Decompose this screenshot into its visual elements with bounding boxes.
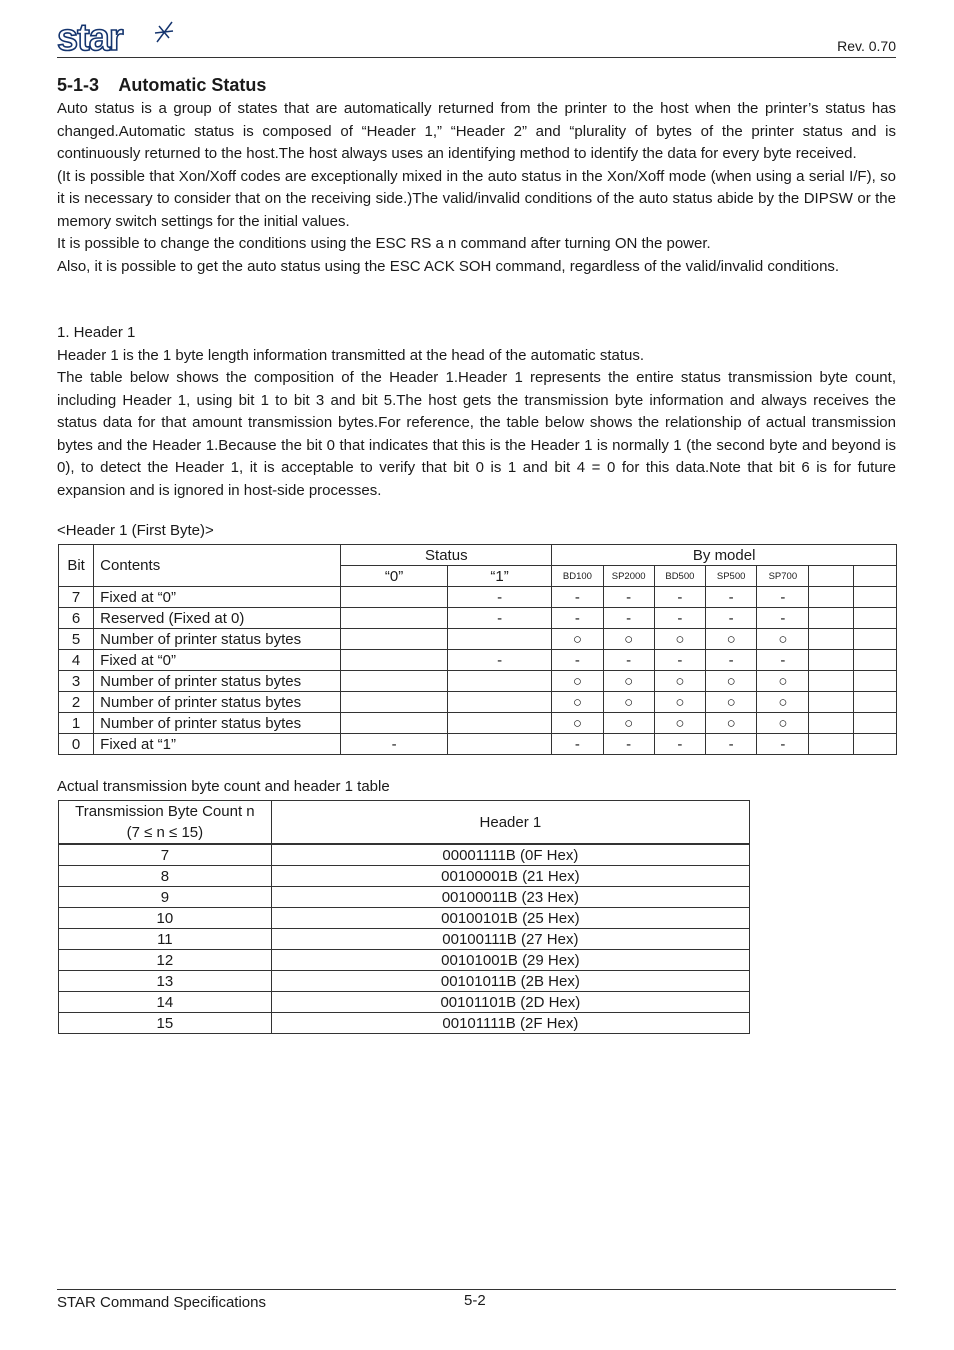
paragraph: It is possible to change the conditions using the ESC RS a n command after turning ON the power. (57, 235, 711, 252)
model-cell (809, 734, 853, 755)
table-row (59, 692, 897, 713)
header1-value-cell: 00001111B (0F Hex) (271, 844, 749, 866)
col-header-model: SP500 (706, 566, 757, 587)
status-0-cell (341, 629, 448, 650)
model-cell (809, 608, 853, 629)
model-cell: ○ (552, 629, 603, 650)
table-row (59, 608, 897, 629)
header1-value-cell: 00101011B (2B Hex) (271, 971, 749, 992)
model-cell: ○ (757, 692, 809, 713)
table-row (59, 650, 897, 671)
table-row (59, 929, 750, 950)
model-cell: ○ (654, 671, 705, 692)
status-0-cell (341, 587, 448, 608)
col-header-header1: Header 1 (271, 801, 749, 845)
bit-cell: 0 (59, 734, 94, 755)
contents-cell: Fixed at “1” (94, 734, 341, 755)
status-0-cell (341, 671, 448, 692)
status-1-cell (447, 671, 551, 692)
status-0-cell (341, 692, 448, 713)
col-header-byte-count-line1: Transmission Byte Count n (75, 803, 255, 820)
status-1-cell: - (447, 650, 551, 671)
model-cell: - (552, 608, 603, 629)
header1-value-cell: 00100111B (27 Hex) (271, 929, 749, 950)
status-1-cell (447, 734, 551, 755)
section-title: Automatic Status (118, 75, 267, 95)
status-0-cell (341, 650, 448, 671)
model-cell: ○ (706, 671, 757, 692)
header1-value-cell: 00100001B (21 Hex) (271, 866, 749, 887)
status-0-cell (341, 608, 448, 629)
model-cell (809, 587, 853, 608)
bit-cell: 4 (59, 650, 94, 671)
model-cell: ○ (654, 629, 705, 650)
paragraph: Also, it is possible to get the auto status using the ESC ACK SOH command, regardless of the valid/invalid conditions. (57, 257, 840, 275)
model-cell (809, 713, 853, 734)
paragraph: The table below shows the composition of the Header 1.Header 1 represents the entire status transmission byte count, including Header 1, using bit 1 to bit 3 and bit 5.The host gets the transmission byte information and always receives the status data for that amount transmission bytes.For reference, the table below shows the relationship of actual transmission bytes and the Header 1.Because the bit 0 that indicates that this is the Header 1 is normally 1 (the second byte and beyond is 0), to detect the Header 1, it is acceptable to verify that bit 0 is 1 and bit 4 = 0 for this data.Note that bit 6 is for future expansion and is ignored in host-side processes. (57, 369, 896, 499)
contents-cell: Number of printer status bytes (94, 713, 341, 734)
bit-cell: 7 (59, 587, 94, 608)
model-cell: - (552, 587, 603, 608)
model-cell: - (654, 587, 705, 608)
byte-count-cell: 11 (59, 929, 272, 950)
status-1-cell (447, 629, 551, 650)
bit-cell: 5 (59, 629, 94, 650)
model-cell: - (706, 734, 757, 755)
model-cell: - (757, 608, 809, 629)
col-header-model: SP2000 (603, 566, 654, 587)
col-header-status-0: “0” (341, 566, 448, 587)
model-cell (809, 671, 853, 692)
model-cell: - (603, 734, 654, 755)
col-header-by-model: By model (552, 545, 897, 566)
byte-count-cell: 12 (59, 950, 272, 971)
table-row (59, 629, 897, 650)
model-cell: ○ (706, 629, 757, 650)
byte-count-cell: 13 (59, 971, 272, 992)
col-header-model (853, 566, 896, 587)
model-cell: ○ (706, 692, 757, 713)
contents-cell: Number of printer status bytes (94, 629, 341, 650)
model-cell (853, 650, 896, 671)
svg-text:star: star (57, 20, 123, 56)
contents-cell: Number of printer status bytes (94, 692, 341, 713)
paragraph: (It is possible that Xon/Xoff codes are exceptionally mixed in the auto status in the Xon/Xoff mode (when using a serial I/F), so it is necessary to consider that on the receiving side.)The valid/invalid conditions of the auto status abide by the DIPSW or the memory switch settings for the initial values. (57, 167, 896, 230)
table2-caption: Actual transmission byte count and header 1 table (57, 778, 390, 795)
bit-cell: 2 (59, 692, 94, 713)
status-0-cell: - (341, 734, 448, 755)
header1-value-cell: 00101101B (2D Hex) (271, 992, 749, 1013)
byte-count-cell: 8 (59, 866, 272, 887)
table-row (59, 866, 750, 887)
model-cell: - (654, 650, 705, 671)
table-row (59, 992, 750, 1013)
header1-value-cell: 00101111B (2F Hex) (271, 1013, 749, 1034)
model-cell: - (706, 587, 757, 608)
status-1-cell (447, 713, 551, 734)
bit-cell: 6 (59, 608, 94, 629)
model-cell (809, 629, 853, 650)
section-heading (57, 75, 266, 96)
revision-label: Rev. 0.70 (837, 38, 896, 54)
model-cell: ○ (654, 692, 705, 713)
model-cell: - (654, 734, 705, 755)
col-header-model (809, 566, 853, 587)
col-header-status-1: “1” (447, 566, 551, 587)
col-header-bit: Bit (59, 545, 94, 587)
intro-text (57, 98, 896, 278)
contents-cell: Fixed at “0” (94, 650, 341, 671)
bit-cell: 3 (59, 671, 94, 692)
section-number: 5-1-3 (57, 75, 100, 95)
byte-count-cell: 14 (59, 992, 272, 1013)
model-cell (853, 671, 896, 692)
model-cell (853, 692, 896, 713)
col-header-status: Status (341, 545, 552, 566)
header1-value-cell: 00100101B (25 Hex) (271, 908, 749, 929)
model-cell (809, 692, 853, 713)
byte-count-table (58, 800, 750, 1034)
table-row (59, 971, 750, 992)
status-1-cell: - (447, 587, 551, 608)
header1-value-cell: 00100011B (23 Hex) (271, 887, 749, 908)
status-1-cell: - (447, 608, 551, 629)
table-row (59, 908, 750, 929)
model-cell: ○ (757, 713, 809, 734)
table-row (59, 887, 750, 908)
model-cell: - (706, 608, 757, 629)
header1-value-cell: 00101001B (29 Hex) (271, 950, 749, 971)
table-row (59, 950, 750, 971)
model-cell: ○ (552, 692, 603, 713)
model-cell: ○ (603, 692, 654, 713)
model-cell: ○ (706, 713, 757, 734)
table-row (59, 713, 897, 734)
model-cell: - (603, 650, 654, 671)
subheading: 1. Header 1 (57, 324, 136, 341)
table-row (59, 734, 897, 755)
header1-bit-table (58, 544, 897, 755)
contents-cell: Reserved (Fixed at 0) (94, 608, 341, 629)
byte-count-cell: 9 (59, 887, 272, 908)
col-header-byte-count (59, 801, 272, 845)
contents-cell: Fixed at “0” (94, 587, 341, 608)
header-rule (57, 57, 896, 58)
table-row (59, 671, 897, 692)
header1-text (57, 322, 896, 502)
col-header-model: BD100 (552, 566, 603, 587)
col-header-byte-count-line2: (7 ≤ n ≤ 15) (126, 824, 204, 841)
byte-count-cell: 15 (59, 1013, 272, 1034)
model-cell (809, 650, 853, 671)
status-1-cell (447, 692, 551, 713)
model-cell: ○ (757, 671, 809, 692)
model-cell (853, 713, 896, 734)
status-0-cell (341, 713, 448, 734)
model-cell: - (552, 734, 603, 755)
table-row (59, 587, 897, 608)
model-cell (853, 587, 896, 608)
table1-caption: <Header 1 (First Byte)> (57, 522, 214, 539)
table-row (59, 1013, 750, 1034)
model-cell: - (757, 734, 809, 755)
paragraph: Auto status is a group of states that are automatically returned from the printer to the host when the printer’s status has changed.Automatic status is composed of “Header 1,” “Header 2” and “plurality of bytes of the printer status and is continuously returned to the host.The host always uses an identifying method to identify the data for every byte received. (57, 100, 896, 162)
model-cell: ○ (757, 629, 809, 650)
col-header-model: SP700 (757, 566, 809, 587)
model-cell (853, 629, 896, 650)
paragraph: Header 1 is the 1 byte length information transmitted at the head of the automatic status. (57, 346, 645, 364)
model-cell: - (757, 650, 809, 671)
model-cell: ○ (603, 713, 654, 734)
model-cell: ○ (552, 671, 603, 692)
col-header-contents: Contents (94, 545, 341, 587)
model-cell (853, 608, 896, 629)
model-cell: ○ (654, 713, 705, 734)
star-logo (57, 20, 175, 56)
model-cell: - (552, 650, 603, 671)
model-cell (853, 734, 896, 755)
byte-count-cell: 7 (59, 844, 272, 866)
model-cell: - (603, 587, 654, 608)
model-cell: - (706, 650, 757, 671)
bit-cell: 1 (59, 713, 94, 734)
col-header-model: BD500 (654, 566, 705, 587)
model-cell: ○ (603, 671, 654, 692)
footer-doc-title: STAR Command Specifications (57, 1294, 266, 1311)
byte-count-cell: 10 (59, 908, 272, 929)
model-cell: - (654, 608, 705, 629)
table-row (59, 844, 750, 866)
page-number: 5-2 (464, 1292, 486, 1309)
model-cell: - (757, 587, 809, 608)
model-cell: ○ (552, 713, 603, 734)
model-cell: - (603, 608, 654, 629)
contents-cell: Number of printer status bytes (94, 671, 341, 692)
footer-rule (57, 1289, 896, 1290)
model-cell: ○ (603, 629, 654, 650)
